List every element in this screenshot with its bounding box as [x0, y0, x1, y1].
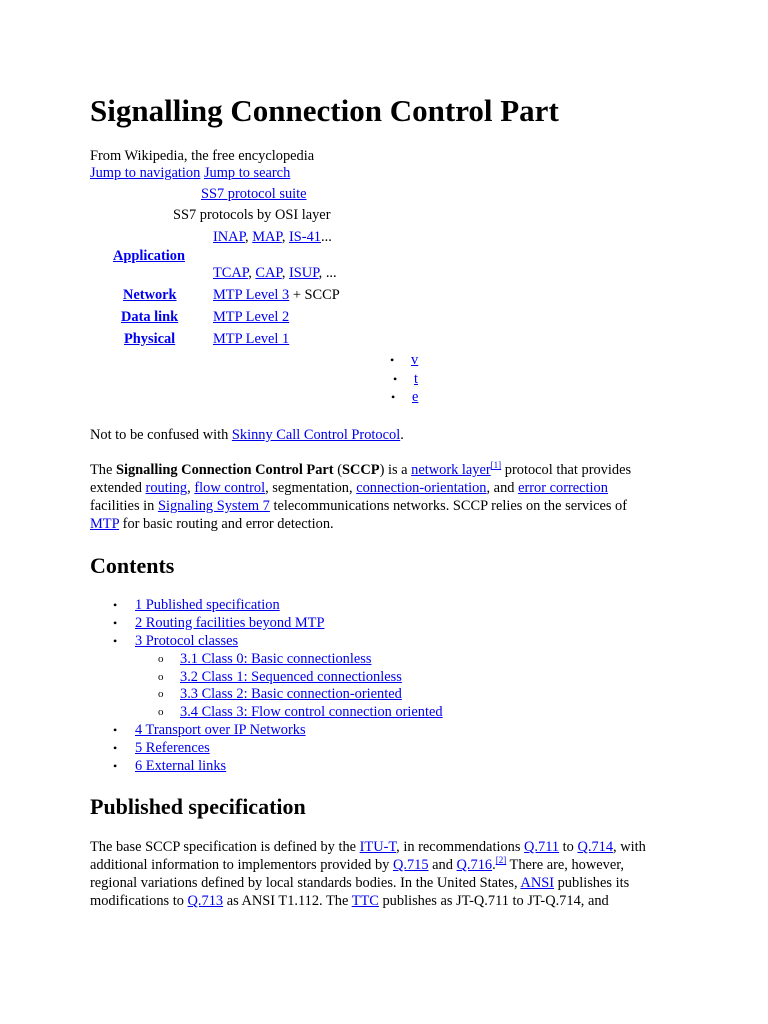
osi-layer-network-link[interactable]: Network — [123, 287, 177, 303]
bullet-icon: • — [113, 723, 118, 738]
circle-bullet-icon: o — [158, 652, 164, 665]
q714-link[interactable]: Q.714 — [577, 839, 614, 855]
spec-text: , in recommendations — [396, 839, 525, 855]
toc-link-references[interactable]: 5 References — [135, 740, 210, 757]
jump-to-navigation-link[interactable]: Jump to navigation — [90, 165, 201, 181]
jump-links — [90, 164, 290, 182]
bullet-icon: • — [113, 598, 118, 612]
bullet-icon: • — [113, 759, 118, 774]
ansi-link[interactable]: ANSI — [520, 875, 555, 891]
q711-link[interactable]: Q.711 — [524, 839, 560, 855]
skinny-call-control-protocol-link[interactable]: Skinny Call Control Protocol — [231, 427, 401, 443]
hatnote-text: Not to be confused with — [90, 427, 232, 443]
cap-link[interactable]: CAP — [255, 265, 282, 281]
toc-link-class-1[interactable]: 3.2 Class 1: Sequenced connectionless — [180, 668, 402, 685]
infobox-application-row-2: TCAP, CAP, ISUP, ... — [213, 265, 337, 281]
osi-layer-application-link[interactable]: Application — [113, 248, 185, 264]
bullet-icon: • — [113, 741, 118, 756]
navbox-edit-link[interactable]: e — [412, 389, 419, 405]
q713-link[interactable]: Q.713 — [187, 893, 224, 909]
article-subject-bold: Signalling Connection Control Part — [115, 462, 334, 478]
spec-line-3: regional variations defined by local standards bodies. In the United States, ANSI publishes its — [90, 875, 630, 891]
osi-layer-datalink-link[interactable]: Data link — [121, 309, 179, 325]
q715-link[interactable]: Q.715 — [392, 857, 429, 873]
network-layer-link[interactable]: network layer — [411, 462, 491, 478]
intro-line-2: extended routing, flow control, segmentation, connection-orientation, and error correction — [90, 480, 608, 496]
spec-line-2: additional information to implementors provided by Q.715 and Q.716.[2] There are, however, — [90, 855, 625, 873]
connection-orientation-link[interactable]: connection-orientation — [356, 480, 487, 496]
spec-text: as ANSI T1.112. The — [223, 893, 352, 909]
navbox-talk-link[interactable]: t — [414, 371, 418, 387]
routing-link[interactable]: routing — [145, 480, 188, 496]
is41-link[interactable]: IS-41 — [289, 229, 321, 245]
intro-line-1: The Signalling Connection Control Part (SCCP) is a network layer[1] protocol that provides — [90, 460, 632, 478]
reference-2-link[interactable]: [2] — [495, 855, 507, 866]
jump-to-search-link[interactable]: Jump to search — [203, 165, 291, 181]
infobox-network-row — [213, 286, 340, 304]
toc-link-transport-over-ip[interactable]: 4 Transport over IP Networks — [135, 722, 306, 739]
mtp-link[interactable]: MTP — [90, 516, 120, 532]
bullet-icon: • — [113, 615, 118, 630]
hatnote — [90, 426, 404, 444]
toc-link-published-specification[interactable]: 1 Published specification — [135, 597, 280, 613]
bullet-icon: • — [113, 633, 118, 648]
intro-line-4: MTP for basic routing and error detection. — [90, 516, 334, 532]
spec-text: publishes as JT-Q.711 to JT-Q.714, and — [378, 893, 609, 909]
bullet-icon: • — [391, 390, 396, 404]
osi-layer-physical-link[interactable]: Physical — [124, 331, 176, 347]
bullet-icon: • — [393, 372, 398, 386]
error-correction-link[interactable]: error correction — [518, 480, 608, 496]
circle-bullet-icon: o — [158, 670, 164, 683]
itu-t-link[interactable]: ITU-T — [359, 839, 397, 855]
circle-bullet-icon: o — [158, 706, 164, 719]
toc-link-protocol-classes[interactable]: 3 Protocol classes — [135, 632, 239, 649]
site-tagline: From Wikipedia, the free encyclopedia — [90, 148, 315, 164]
spec-line-4: modifications to Q.713 as ANSI T1.112. The TTC publishes as JT-Q.711 to JT-Q.714, and — [90, 893, 609, 909]
intro-text: ( — [333, 462, 342, 478]
application-row-1-ellipsis: ... — [321, 229, 332, 245]
intro-text: ) is a — [379, 462, 412, 478]
toc-link-routing-facilities[interactable]: 2 Routing facilities beyond MTP — [135, 614, 325, 631]
tcap-link[interactable]: TCAP — [213, 265, 249, 281]
acronym-bold: SCCP — [341, 462, 380, 478]
map-link[interactable]: MAP — [252, 229, 282, 245]
contents-heading: Contents — [90, 553, 175, 578]
infobox-application-row-1: INAP, MAP, IS-41... — [213, 229, 332, 245]
ttc-link[interactable]: TTC — [351, 893, 379, 909]
infobox-caption: SS7 protocols by OSI layer — [173, 207, 331, 223]
toc-link-external-links[interactable]: 6 External links — [135, 758, 227, 775]
application-row-2-ellipsis: , ... — [318, 265, 337, 281]
intro-line-3: facilities in Signaling System 7 telecommunications networks. SCCP relies on the services of — [90, 498, 628, 514]
page-title: Signalling Connection Control Part — [90, 93, 559, 128]
bullet-icon: • — [390, 353, 395, 367]
reference-1-link[interactable]: [1] — [490, 460, 502, 471]
q716-link[interactable]: Q.716 — [456, 857, 493, 873]
signaling-system-7-link[interactable]: Signaling System 7 — [157, 498, 270, 514]
intro-text: The — [90, 462, 116, 478]
mtp-level-1-link[interactable]: MTP Level 1 — [213, 331, 290, 347]
mtp-level-2-link[interactable]: MTP Level 2 — [213, 309, 290, 325]
toc-link-class-2[interactable]: 3.3 Class 2: Basic connection-oriented — [180, 686, 402, 703]
spec-text: to — [559, 839, 578, 855]
inap-link[interactable]: INAP — [213, 229, 245, 245]
navbox-view-link[interactable]: v — [411, 352, 419, 368]
isup-link[interactable]: ISUP — [289, 265, 319, 281]
toc-link-class-3[interactable]: 3.4 Class 3: Flow control connection oriented — [180, 704, 443, 721]
flow-control-link[interactable]: flow control — [194, 480, 266, 496]
sccp-text: + SCCP — [292, 287, 340, 303]
spec-text: and — [428, 857, 457, 873]
hatnote-period: . — [400, 427, 404, 443]
section-heading-published-specification: Published specification — [90, 794, 306, 819]
infobox-suite-link[interactable]: SS7 protocol suite — [201, 186, 307, 202]
spec-text: The base SCCP specification is defined by the — [90, 839, 360, 855]
toc-link-class-0[interactable]: 3.1 Class 0: Basic connectionless — [180, 650, 372, 667]
spec-line-1: The base SCCP specification is defined by the ITU-T, in recommendations Q.711 to Q.714, with — [90, 839, 646, 855]
circle-bullet-icon: o — [158, 688, 164, 701]
mtp-level-3-link[interactable]: MTP Level 3 — [213, 287, 290, 303]
